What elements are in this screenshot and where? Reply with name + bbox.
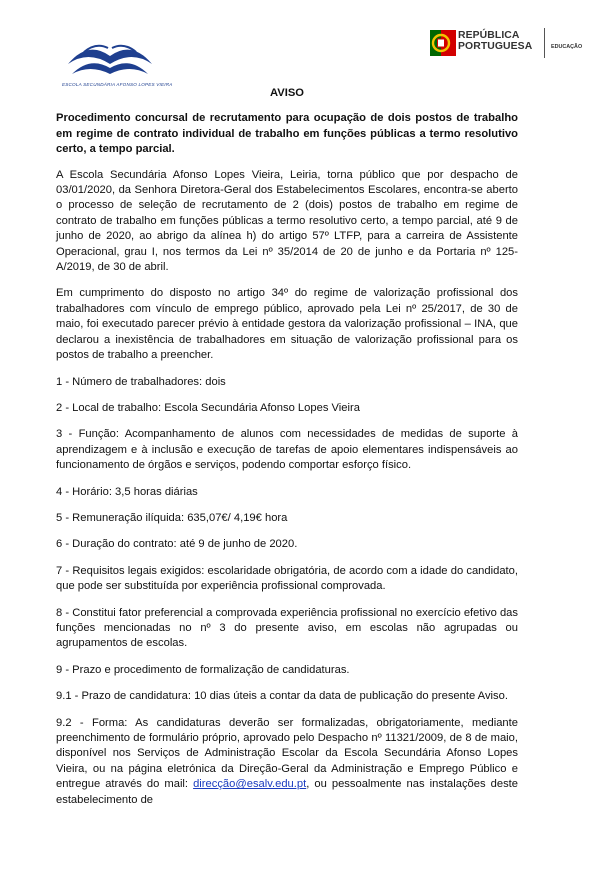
- paragraph-2: Em cumprimento do disposto no artigo 34º do regime de valorização profissional dos trabalhadores com vínculo de emprego público, aprovado pela Lei nº 25/2017, de 30 de maio, foi executado parecer prévio à entidade gestora da valorização profissional – INA, que declarou a inexistência de trabalhadores em situação de valorização profissional para os postos de trabalho a preencher.: [56, 287, 518, 362]
- item-9-2-text: 9.2 - Forma: As candidaturas deverão ser formalizadas, obrigatoriamente, mediante preenchimento de formulário próprio, aprovado pelo Despacho nº 11321/2009, de 8 de maio, disponível nos Serviços de Administração Escolar da Escola Secundária Afonso Lopes Vieira, ou na página eletrónica da Direção-Geral da Administração e Emprego Público e entregue através do mail:: [56, 716, 518, 791]
- item-6: 6 - Duração do contrato: até 9 de junho de 2020.: [56, 538, 298, 551]
- item-5: 5 - Remuneração ilíquida: 635,07€/ 4,19€ hora: [56, 511, 288, 524]
- item-8: 8 - Constitui fator preferencial a comprovada experiência profissional no exercício efetivo das funções mencionadas no nº 3 do presente aviso, em escolas não agrupadas ou agrupamentos de escolas.: [56, 606, 518, 650]
- paragraph-1: A Escola Secundária Afonso Lopes Vieira, Leiria, torna público que por despacho de 03/01/2020, da Senhora Diretora-Geral dos Estabelecimentos Escolares, encontra-se aberto o processo de seleção de recrutamento de 2 (dois) postos de trabalho em regime de contrato de trabalho em funções públicas a termo resolutivo certo, a tempo parcial, até 9 de junho de 2020, ao abrigo da alínea h) do artigo 57º LTFP, para a carreira de Assistente Operacional, grau I, nos termos da Lei nº 35/2014 de 20 de junho e da Portaria nº 125-A/2019, de 30 de abril.: [56, 168, 518, 274]
- school-logo: [62, 36, 173, 88]
- ministry-label: EDUCAÇÃO: [551, 44, 583, 50]
- item-2: 2 - Local de trabalho: Escola Secundária Afonso Lopes Vieira: [56, 401, 360, 414]
- item-9-1: 9.1 - Prazo de candidatura: 10 dias úteis a contar da data de publicação do presente Aviso.: [56, 690, 508, 703]
- item-4: 4 - Horário: 3,5 horas diárias: [56, 485, 198, 498]
- school-logo-icon: [62, 36, 158, 82]
- school-name: ESCOLA SECUNDÁRIA AFONSO LOPES VIEIRA: [62, 82, 173, 87]
- intro-paragraph: Procedimento concursal de recrutamento para ocupação de dois postos de trabalho em regime de contrato individual de trabalho em funções públicas a termo resolutivo certo, a tempo parcial.: [56, 112, 518, 156]
- gov-line2: PORTUGUESA: [458, 41, 533, 52]
- email-link[interactable]: direcção@esalv.edu.pt: [193, 778, 307, 791]
- item-3: 3 - Função: Acompanhamento de alunos com necessidades de medidas de suporte à aprendizagem e à inclusão e execução de tarefas de apoio elementares indispensáveis ao funcionamento de órgãos e serviços, podendo comportar esforço físico.: [56, 428, 518, 472]
- header-divider: [544, 28, 545, 58]
- item-9-2: [56, 716, 518, 808]
- document-body: [56, 86, 518, 819]
- republica-portuguesa-logo: [430, 28, 590, 62]
- gov-line1: REPÚBLICA: [458, 30, 520, 41]
- gov-name: [458, 30, 532, 52]
- item-9-2-text-end: , ou pessoalmente nas instalações deste estabelecimento de: [56, 778, 519, 806]
- document-title: AVISO: [270, 87, 304, 99]
- item-9: 9 - Prazo e procedimento de formalização de candidaturas.: [56, 663, 350, 676]
- document-header: [0, 0, 596, 87]
- portuguese-flag-emblem-icon: [430, 28, 456, 58]
- item-1: 1 - Número de trabalhadores: dois: [56, 375, 226, 388]
- item-7: 7 - Requisitos legais exigidos: escolaridade obrigatória, de acordo com a idade do candidato, que pode ser substituída por experiência profissional comprovada.: [56, 564, 518, 593]
